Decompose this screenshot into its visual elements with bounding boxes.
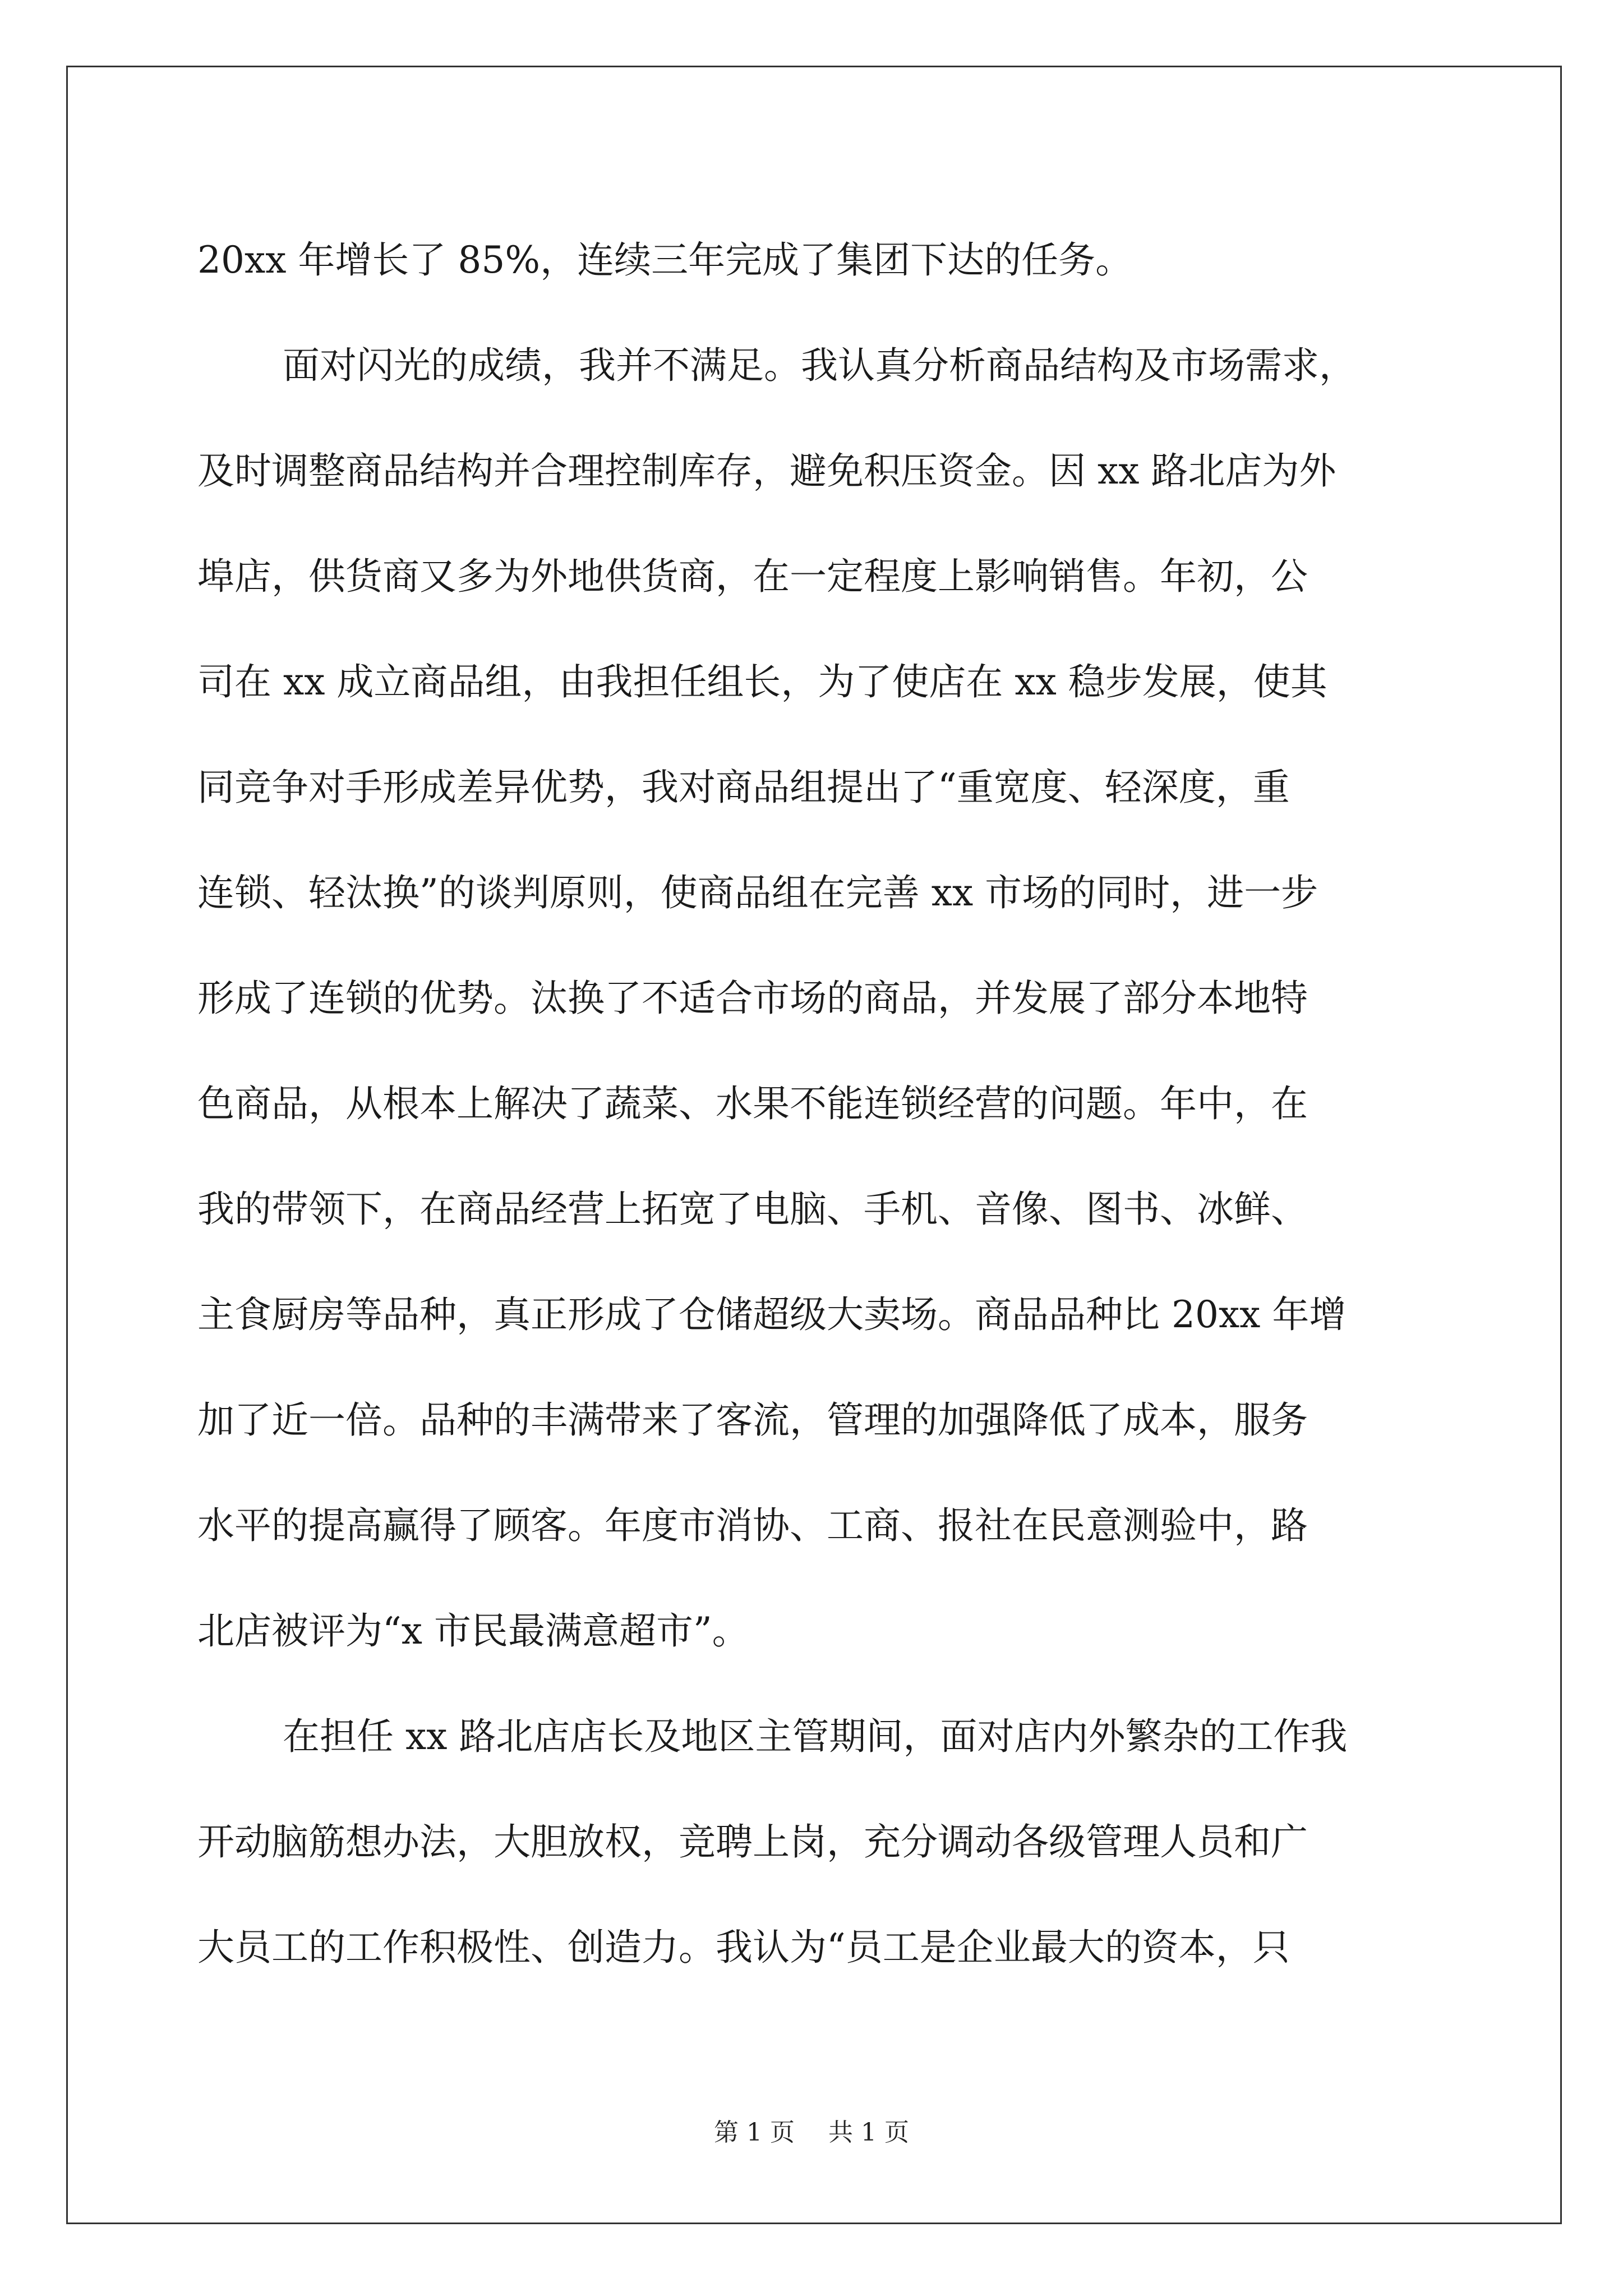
text-line: 主食厨房等品种，真正形成了仓储超级大卖场。商品品种比 20xx 年增 (197, 1293, 1347, 1336)
text-line: 北店被评为“x 市民最满意超市”。 (197, 1609, 749, 1653)
text-line: 形成了连锁的优势。汰换了不适合市场的商品，并发展了部分本地特 (197, 977, 1308, 1020)
text-line: 司在 xx 成立商品组，由我担任组长，为了使店在 xx 稳步发展，使其 (197, 660, 1327, 703)
text-line: 加了近一倍。品种的丰满带来了客流，管理的加强降低了成本，服务 (197, 1398, 1308, 1442)
page-number: 第 1 页 (714, 2118, 795, 2147)
page-total: 共 1 页 (828, 2118, 909, 2147)
document-body (197, 208, 1423, 2000)
text-line: 开动脑筋想办法，大胆放权，竞聘上岗，充分调动各级管理人员和广 (197, 1820, 1308, 1864)
text-line: 面对闪光的成绩，我并不满足。我认真分析商品结构及市场需求， (283, 344, 1356, 387)
text-line: 埠店，供货商又多为外地供货商，在一定程度上影响销售。年初，公 (197, 555, 1308, 598)
text-line: 及时调整商品结构并合理控制库存，避免积压资金。因 xx 路北店为外 (197, 449, 1336, 493)
text-line: 同竞争对手形成差异优势，我对商品组提出了“重宽度、轻深度，重 (197, 766, 1290, 809)
page-footer (0, 2112, 1623, 2148)
text-line: 水平的提高赢得了顾客。年度市消协、工商、报社在民意测验中，路 (197, 1504, 1308, 1547)
text-line: 大员工的工作积极性、创造力。我认为“员工是企业最大的资本，只 (197, 1926, 1290, 1969)
text-line: 连锁、轻汰换”的谈判原则，使商品组在完善 xx 市场的同时，进一步 (197, 871, 1318, 914)
text-line: 色商品，从根本上解决了蔬菜、水果不能连锁经营的问题。年中，在 (197, 1082, 1308, 1125)
text-line: 我的带领下，在商品经营上拓宽了电脑、手机、音像、图书、冰鲜、 (197, 1188, 1308, 1231)
text-line: 20xx 年增长了 85%，连续三年完成了集团下达的任务。 (197, 238, 1133, 282)
text-line: 在担任 xx 路北店店长及地区主管期间，面对店内外繁杂的工作我 (283, 1715, 1348, 1758)
